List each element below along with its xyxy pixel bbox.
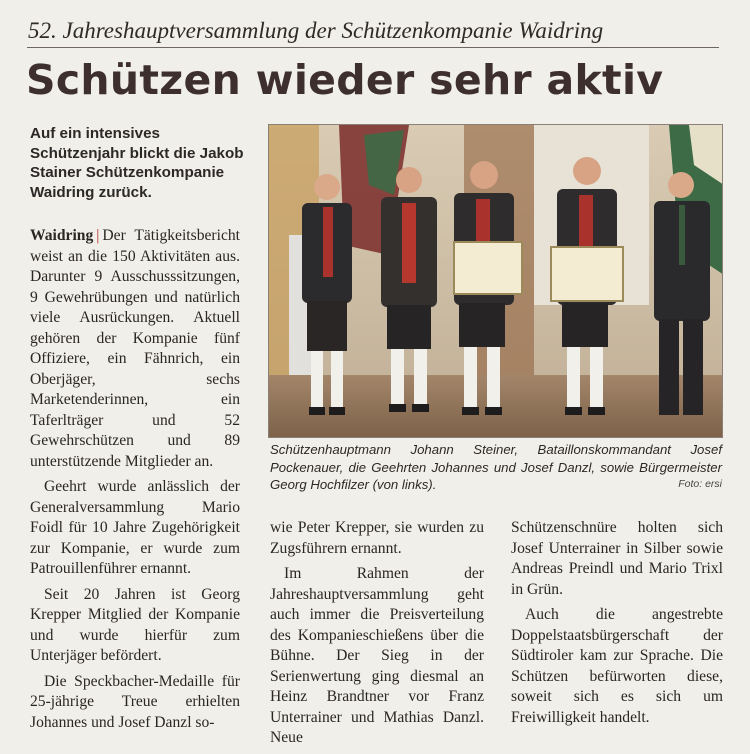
col3-paragraph-1: Schützenschnüre holten sich Josef Unterrainer in Silber sowie Andreas Preindl und Mario Trixl in Grün. (511, 519, 723, 598)
dateline: Waidring (30, 227, 94, 244)
article-lead: Auf ein intensives Schützenjahr blickt die Jakob Stainer Schützenkompanie Waidring zurück. (30, 125, 244, 201)
col3-paragraph-2: Auch die angestrebte Doppelstaatsbürgerschaft der Südtiroler kam zur Sprache. Die Schützen befürworten diese, soweit sich es sich um Freiwilligkeit handelt. (511, 606, 723, 726)
article-headline: Schützen wieder sehr aktiv (26, 56, 664, 104)
group-photo (268, 124, 723, 438)
text-column-1 (30, 226, 240, 738)
col1-paragraph-1 (30, 226, 240, 472)
col1-paragraph-3: Seit 20 Jahren ist Georg Krepper Mitglied der Kompanie und wurde hierfür zum Unterjäger befördert. (30, 585, 240, 664)
text-column-2 (270, 518, 484, 754)
dateline-separator: | (96, 227, 100, 244)
col1-p1-text: Der Tätigkeitsbericht weist an die 150 Aktivitäten aus. Darunter 9 Ausschusssitzungen, 9 Gewehrübungen und natürlich viele Ausrückungen. Aktuell gehören der Kompanie fünf Offiziere, ein Fähnrich, ein Oberjäger, sechs Marketenderinnen, ein Taferlträger und 52 Gewehrschützen und 89 unterstützende Mitglieder an. (30, 227, 240, 470)
col1-paragraph-2: Geehrt wurde anlässlich der Generalversammlung Mario Foidl für 10 Jahre Zugehörigkeit zur Kompanie, er wurde zum Patrouillenführer ernannt. (30, 478, 240, 577)
kicker-rule (27, 47, 719, 48)
article-kicker: 52. Jahreshauptversammlung der Schützenkompanie Waidring (28, 18, 604, 43)
col2-paragraph-2: Im Rahmen der Jahreshauptversammlung geht auch immer die Preisverteilung des Kompanieschießens über die Bühne. Der Sieg in der Serienwertung ging diesmal an Heinz Brandtner vor Franz Unterrainer und Mathias Danzl. Neue (270, 565, 484, 746)
photo-credit: Foto: ersi (678, 478, 722, 490)
text-column-3 (511, 518, 723, 733)
photo-caption: Schützenhauptmann Johann Steiner, Bataillonskommandant Josef Pockenauer, die Geehrten Johannes und Josef Danzl, sowie Bürgermeister Georg Hochfilzer (von links). (270, 442, 722, 492)
col1-paragraph-4: Die Speckbacher-Medaille für 25-jährige Treue erhielten Johannes und Josef Danzl so- (30, 672, 240, 731)
col2-paragraph-1: wie Peter Krepper, sie wurden zu Zugsführern ernannt. (270, 519, 484, 557)
